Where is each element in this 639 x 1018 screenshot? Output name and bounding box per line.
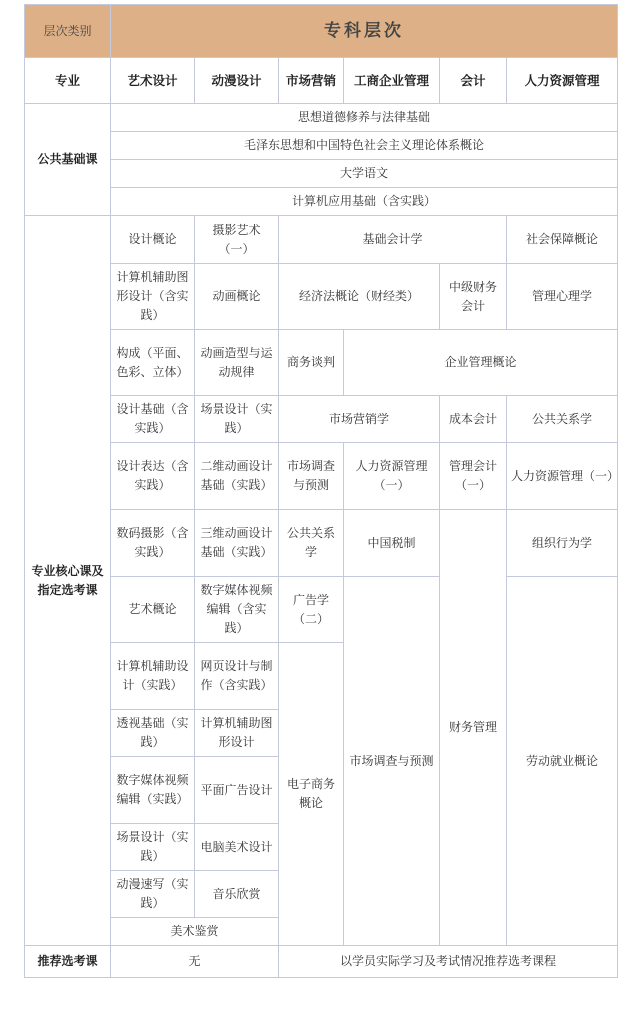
course-cell: 组织行为学 xyxy=(507,510,618,577)
course-cell: 网页设计与制作（含实践） xyxy=(195,643,279,710)
course-cell: 人力资源管理（一） xyxy=(507,443,618,510)
course-cell: 公共关系学 xyxy=(507,396,618,443)
recommend-others: 以学员实际学习及考试情况推荐选考课程 xyxy=(279,946,618,978)
course-cell: 三维动画设计基础（实践） xyxy=(195,510,279,577)
major-hr: 人力资源管理 xyxy=(507,58,618,104)
major-label: 专业 xyxy=(25,58,111,104)
course-cell: 成本会计 xyxy=(440,396,507,443)
course-cell: 场景设计（实践） xyxy=(111,824,195,871)
course-cell: 设计概论 xyxy=(111,216,195,264)
major-marketing: 市场营销 xyxy=(279,58,344,104)
course-cell: 基础会计学 xyxy=(279,216,507,264)
course-cell: 经济法概论（财经类） xyxy=(279,264,440,330)
course-cell: 数字媒体视频编辑（实践） xyxy=(111,757,195,824)
course-cell: 中级财务会计 xyxy=(440,264,507,330)
core-courses-label: 专业核心课及指定选考课 xyxy=(25,216,111,946)
course-cell: 摄影艺术（一） xyxy=(195,216,279,264)
course-cell: 数码摄影（含实践） xyxy=(111,510,195,577)
course-cell: 艺术概论 xyxy=(111,577,195,643)
course-cell: 场景设计（实践） xyxy=(195,396,279,443)
course-cell: 数字媒体视频编辑（含实践） xyxy=(195,577,279,643)
course-cell: 管理会计（一） xyxy=(440,443,507,510)
public-course: 毛泽东思想和中国特色社会主义理论体系概论 xyxy=(111,132,618,160)
public-courses-label: 公共基础课 xyxy=(25,104,111,216)
public-course: 大学语文 xyxy=(111,160,618,188)
course-cell: 市场调查与预测 xyxy=(279,443,344,510)
course-cell: 商务谈判 xyxy=(279,330,344,396)
major-art-design: 艺术设计 xyxy=(111,58,195,104)
course-cell: 劳动就业概论 xyxy=(507,577,618,946)
course-cell: 透视基础（实践） xyxy=(111,710,195,757)
course-cell: 平面广告设计 xyxy=(195,757,279,824)
course-cell: 广告学（二） xyxy=(279,577,344,643)
course-cell: 管理心理学 xyxy=(507,264,618,330)
course-cell: 电脑美术设计 xyxy=(195,824,279,871)
public-course: 计算机应用基础（含实践） xyxy=(111,188,618,216)
curriculum-table xyxy=(24,4,618,978)
public-course: 思想道德修养与法律基础 xyxy=(111,104,618,132)
category-header: 层次类别 xyxy=(25,5,111,58)
course-cell: 计算机辅助图形设计（含实践） xyxy=(111,264,195,330)
course-cell: 社会保障概论 xyxy=(507,216,618,264)
course-cell: 二维动画设计基础（实践） xyxy=(195,443,279,510)
course-cell: 动画概论 xyxy=(195,264,279,330)
course-cell: 动画造型与运动规律 xyxy=(195,330,279,396)
course-cell: 电子商务概论 xyxy=(279,643,344,946)
course-cell: 计算机辅助设计（实践） xyxy=(111,643,195,710)
recommend-label: 推荐选考课 xyxy=(25,946,111,978)
course-cell: 公共关系学 xyxy=(279,510,344,577)
course-cell: 音乐欣赏 xyxy=(195,871,279,918)
major-animation: 动漫设计 xyxy=(195,58,279,104)
major-business-mgmt: 工商企业管理 xyxy=(344,58,440,104)
course-cell: 计算机辅助图形设计 xyxy=(195,710,279,757)
course-cell: 构成（平面、色彩、立体） xyxy=(111,330,195,396)
course-cell: 美术鉴赏 xyxy=(111,918,279,946)
course-cell: 动漫速写（实践） xyxy=(111,871,195,918)
course-cell: 市场调查与预测 xyxy=(344,577,440,946)
course-cell: 设计基础（含实践） xyxy=(111,396,195,443)
course-cell: 财务管理 xyxy=(440,510,507,946)
course-cell: 市场营销学 xyxy=(279,396,440,443)
course-cell: 人力资源管理（一） xyxy=(344,443,440,510)
recommend-art-anim: 无 xyxy=(111,946,279,978)
level-title: 专科层次 xyxy=(111,5,618,58)
course-cell: 企业管理概论 xyxy=(344,330,618,396)
major-accounting: 会计 xyxy=(440,58,507,104)
course-cell: 中国税制 xyxy=(344,510,440,577)
course-cell: 设计表达（含实践） xyxy=(111,443,195,510)
